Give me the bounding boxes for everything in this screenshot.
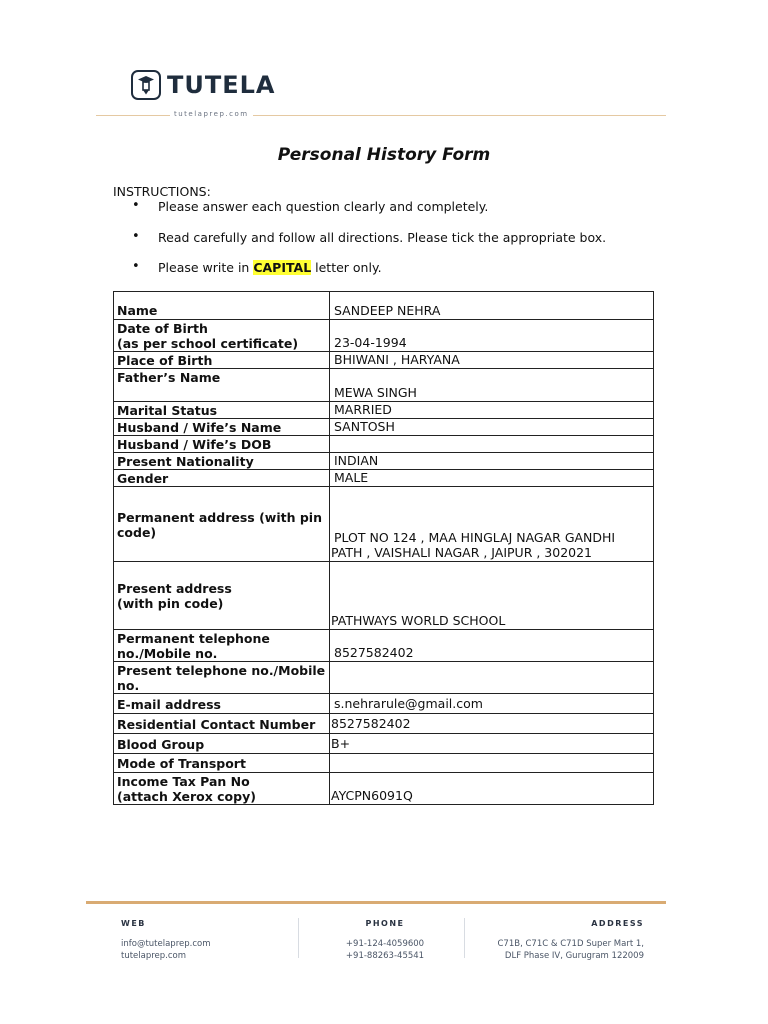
table-row bbox=[114, 773, 654, 805]
footer-heading: ADDRESS bbox=[591, 919, 644, 928]
field-label: Place of Birth bbox=[114, 352, 330, 369]
personal-history-table bbox=[113, 291, 654, 805]
pencil-mortarboard-logo-icon bbox=[131, 70, 161, 100]
field-label: Gender bbox=[114, 470, 330, 487]
table-row bbox=[114, 714, 654, 734]
field-label: Husband / Wife’s DOB bbox=[114, 436, 330, 453]
field-value[interactable]: 23-04-1994 bbox=[330, 320, 654, 352]
field-value[interactable]: SANTOSH bbox=[330, 419, 654, 436]
field-label: Present address (with pin code) bbox=[114, 562, 330, 630]
table-row bbox=[114, 369, 654, 402]
footer-address-line-2: DLF Phase IV, Gurugram 122009 bbox=[504, 951, 644, 961]
footer-site-link[interactable]: tutelaprep.com bbox=[121, 951, 187, 961]
table-row bbox=[114, 630, 654, 662]
brand-logo bbox=[131, 70, 276, 100]
footer-address bbox=[470, 918, 644, 962]
field-value[interactable]: B+ bbox=[330, 734, 654, 754]
field-label: Present Nationality bbox=[114, 453, 330, 470]
field-value[interactable]: INDIAN bbox=[330, 453, 654, 470]
field-value[interactable]: BHIWANI , HARYANA bbox=[330, 352, 654, 369]
field-value[interactable]: MALE bbox=[330, 470, 654, 487]
table-row bbox=[114, 470, 654, 487]
instructions-heading: INSTRUCTIONS: bbox=[113, 184, 211, 199]
table-row bbox=[114, 352, 654, 369]
field-label: Income Tax Pan No (attach Xerox copy) bbox=[114, 773, 330, 805]
table-row bbox=[114, 292, 654, 320]
field-label: Permanent address (with pin code) bbox=[114, 487, 330, 562]
field-value[interactable] bbox=[330, 754, 654, 773]
field-value[interactable] bbox=[330, 436, 654, 453]
bullet-icon: • bbox=[132, 229, 140, 244]
table-row bbox=[114, 320, 654, 352]
footer-address-line-1: C71B, C71C & C71D Super Mart 1, bbox=[497, 939, 644, 949]
field-label: Husband / Wife’s Name bbox=[114, 419, 330, 436]
table-row bbox=[114, 419, 654, 436]
field-value[interactable]: s.nehrarule@gmail.com bbox=[330, 694, 654, 714]
brand-name: TUTELA bbox=[167, 71, 276, 99]
footer-divider bbox=[86, 901, 666, 904]
field-label: Residential Contact Number bbox=[114, 714, 330, 734]
field-value[interactable]: PLOT NO 124 , MAA HINGLAJ NAGAR GANDHI PATH , VAISHALI NAGAR , JAIPUR , 302021 bbox=[330, 487, 654, 562]
field-value[interactable]: AYCPN6091Q bbox=[330, 773, 654, 805]
table-row bbox=[114, 453, 654, 470]
footer-column-divider bbox=[298, 918, 299, 958]
table-row bbox=[114, 487, 654, 562]
field-label: Present telephone no./Mobile no. bbox=[114, 662, 330, 694]
page-title: Personal History Form bbox=[277, 145, 491, 165]
table-row bbox=[114, 734, 654, 754]
footer-column-divider bbox=[464, 918, 465, 958]
field-label: E-mail address bbox=[114, 694, 330, 714]
table-row bbox=[114, 694, 654, 714]
field-value[interactable]: 8527582402 bbox=[330, 630, 654, 662]
field-label: Marital Status bbox=[114, 402, 330, 419]
field-label: Mode of Transport bbox=[114, 754, 330, 773]
field-value[interactable] bbox=[330, 662, 654, 694]
bullet-icon: • bbox=[132, 198, 140, 213]
field-value[interactable]: MEWA SINGH bbox=[330, 369, 654, 402]
table-row bbox=[114, 402, 654, 419]
table-row bbox=[114, 436, 654, 453]
footer-phone bbox=[340, 918, 430, 962]
header-site: tutelaprep.com bbox=[170, 110, 253, 118]
footer-phone-1: +91-124-4059600 bbox=[345, 939, 425, 949]
footer-email-link[interactable]: info@tutelaprep.com bbox=[121, 939, 211, 949]
capital-highlight: CAPITAL bbox=[253, 260, 312, 275]
bullet-icon: • bbox=[132, 259, 140, 274]
field-label: Name bbox=[114, 292, 330, 320]
footer-web bbox=[121, 918, 210, 962]
footer-heading: PHONE bbox=[365, 919, 405, 928]
field-label: Permanent telephone no./Mobile no. bbox=[114, 630, 330, 662]
field-label: Father’s Name bbox=[114, 369, 330, 402]
table-row bbox=[114, 662, 654, 694]
field-value[interactable]: SANDEEP NEHRA bbox=[330, 292, 654, 320]
table-row bbox=[114, 754, 654, 773]
field-value[interactable]: 8527582402 bbox=[330, 714, 654, 734]
field-label: Date of Birth (as per school certificate) bbox=[114, 320, 330, 352]
field-value[interactable]: MARRIED bbox=[330, 402, 654, 419]
footer-heading: WEB bbox=[121, 919, 146, 928]
table-row bbox=[114, 562, 654, 630]
field-value[interactable]: PATHWAYS WORLD SCHOOL bbox=[330, 562, 654, 630]
footer-phone-2: +91-88263-45541 bbox=[345, 951, 425, 961]
field-label: Blood Group bbox=[114, 734, 330, 754]
